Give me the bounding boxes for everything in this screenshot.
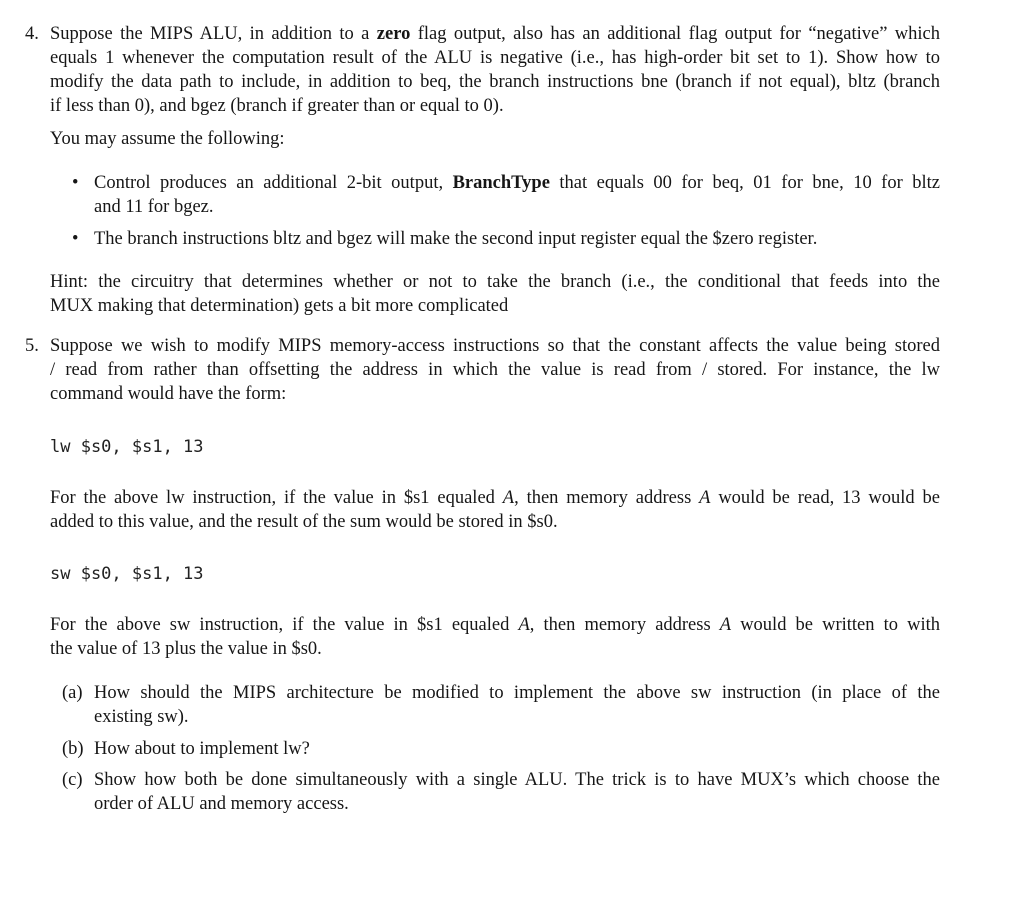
zero-flag-term: zero <box>376 24 411 44</box>
part-c-label: (c) <box>62 770 83 790</box>
branchtype-term: BranchType <box>452 173 550 193</box>
q4-line-3: modify the data path to include, in addition to beq, the branch instructions bne (branch if not equal), bltz (branch <box>50 72 940 92</box>
bullet-icon: • <box>72 173 79 193</box>
q4-bullet-2: The branch instructions bltz and bgez will make the second input register equal the $zero register. <box>94 229 818 249</box>
part-c-text: Show how both be done simultaneously with a single ALU. The trick is to have MUX’s which choose the order of ALU and memory access. <box>94 770 940 814</box>
question-4-number: 4. <box>25 24 39 44</box>
part-a-label: (a) <box>62 683 83 703</box>
question-5-number: 5. <box>25 336 39 356</box>
q4-hint: Hint: the circuitry that determines whether or not to take the branch (i.e., the conditional that feeds into the MUX making that determination) gets a bit more complicated <box>50 272 940 316</box>
q4-line-2: equals 1 whenever the computation result of the ALU is negative (i.e., has high-order bit set to 1). Show how to <box>50 48 940 68</box>
q4-bullet-1: Control produces an additional 2-bit output, BranchType that equals 00 for beq, 01 for bne, 10 for bltz and 11 for bgez. <box>94 173 940 217</box>
part-a-text: How should the MIPS architecture be modified to implement the above sw instruction (in place of the existing sw). <box>94 683 940 727</box>
q4-assume-text: You may assume the following: <box>50 129 285 149</box>
q5-lw-description: For the above lw instruction, if the value in $s1 equaled A, then memory address A would be read, 13 would be added to this value, and the result of the sum would be stored in $s0. <box>50 488 940 532</box>
code-lw-example: lw $s0, $s1, 13 <box>50 437 204 457</box>
q4-line-4: if less than 0), and bgez (branch if greater than or equal to 0). <box>50 96 504 116</box>
q5-sw-description: For the above sw instruction, if the value in $s1 equaled A, then memory address A would be written to with the value of 13 plus the value in $s0. <box>50 615 940 659</box>
q4-line-1: Suppose the MIPS ALU, in addition to a zero flag output, also has an additional flag output for “negative” which <box>50 24 940 44</box>
question-5-text: Suppose we wish to modify MIPS memory-access instructions so that the constant affects the value being stored / read from rather than offsetting the address in which the value is read from / stored. For instance, the lw command would have the form: <box>50 336 940 404</box>
part-b-text: How about to implement lw? <box>94 739 310 759</box>
bullet-icon: • <box>72 229 79 249</box>
part-b-label: (b) <box>62 739 84 759</box>
question-4-text <box>50 22 940 118</box>
code-sw-example: sw $s0, $s1, 13 <box>50 564 204 584</box>
